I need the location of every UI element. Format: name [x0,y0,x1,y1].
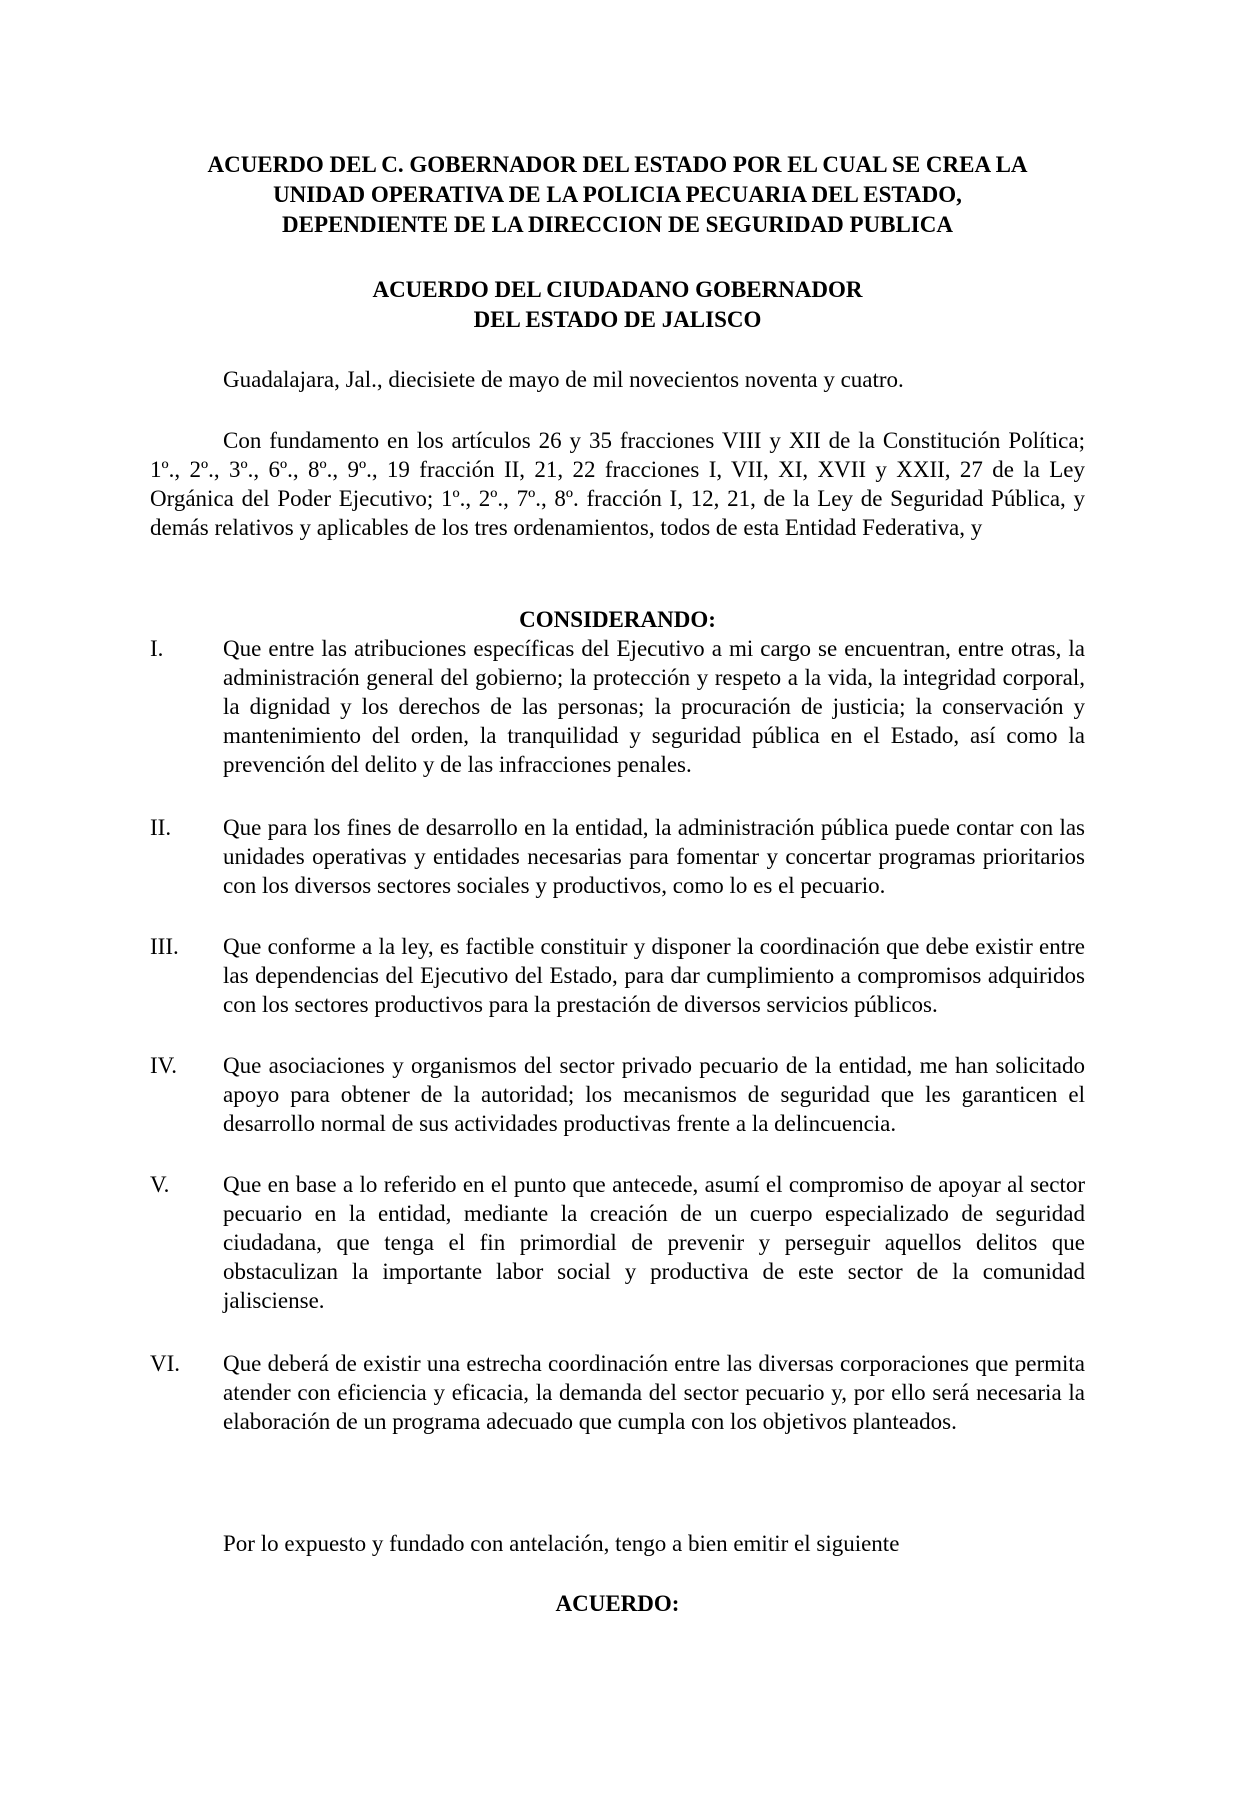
document-title [150,150,1085,240]
fundamento-paragraph: Con fundamento en los artículos 26 y 35 fracciones VIII y XII de la Constitución Política; 1º., 2º., 3º., 6º., 8º., 9º., 19 fracción II, 21, 22 fracciones I, VII, XI, XVII y XXII, 27 de la Ley Orgánica del Poder Ejecutivo; 1º., 2º., 7º., 8º. fracción I, 12, 21, de la Ley de Seguridad Pública, y demás relativos y aplicables de los tres ordenamientos, todos de esta Entidad Federativa, y [150,428,1085,540]
item-number: I. [150,636,164,661]
item-number: VI. [150,1351,181,1376]
subtitle-line-2: DEL ESTADO DE JALISCO [473,307,762,332]
title-line-2: UNIDAD OPERATIVA DE LA POLICIA PECUARIA DEL ESTADO, [273,182,962,207]
item-text: Que conforme a la ley, es factible constituir y disponer la coordinación que debe existir entre las dependencias del Ejecutivo del Estado, para dar cumplimiento a compromisos adquiridos con los sectores productivos para la prestación de diversos servicios públicos. [223,934,1085,1017]
closing-paragraph: Por lo expuesto y fundado con antelación, tengo a bien emitir el siguiente [223,1531,900,1556]
acuerdo-heading: ACUERDO: [555,1591,680,1616]
title-line-1: ACUERDO DEL C. GOBERNADOR DEL ESTADO POR EL CUAL SE CREA LA [207,152,1028,177]
item-number: V. [150,1172,170,1197]
item-text: Que en base a lo referido en el punto que antecede, asumí el compromiso de apoyar al sector pecuario en la entidad, mediante la creación de un cuerpo especializado de seguridad ciudadana, que tenga el fin primordial de prevenir y perseguir aquellos delitos que obstaculizan la importante labor social y productiva de este sector de la comunidad jalisciense. [223,1172,1085,1313]
subtitle-line-1: ACUERDO DEL CIUDADANO GOBERNADOR [372,277,863,302]
item-number: IV. [150,1053,178,1078]
title-line-3: DEPENDIENTE DE LA DIRECCION DE SEGURIDAD PUBLICA [282,212,953,237]
considerando-heading: CONSIDERANDO: [519,607,716,632]
item-text: Que asociaciones y organismos del sector privado pecuario de la entidad, me han solicitado apoyo para obtener de la autoridad; los mecanismos de seguridad que les garanticen el desarrollo normal de sus actividades productivas frente a la delincuencia. [223,1053,1085,1136]
place-date: Guadalajara, Jal., diecisiete de mayo de mil novecientos noventa y cuatro. [223,367,904,392]
item-text: Que entre las atribuciones específicas del Ejecutivo a mi cargo se encuentran, entre otras, la administración general del gobierno; la protección y respeto a la vida, la integridad corporal, la dignidad y los derechos de las personas; la procuración de justicia; la conservación y mantenimiento del orden, la tranquilidad y seguridad pública en el Estado, así como la prevención del delito y de las infracciones penales. [223,636,1085,777]
document-subtitle [150,275,1085,335]
item-number: III. [150,934,179,959]
item-number: II. [150,815,172,840]
item-text: Que deberá de existir una estrecha coordinación entre las diversas corporaciones que permita atender con eficiencia y eficacia, la demanda del sector pecuario y, por ello será necesaria la elaboración de un programa adecuado que cumpla con los objetivos planteados. [223,1351,1085,1434]
item-text: Que para los fines de desarrollo en la entidad, la administración pública puede contar con las unidades operativas y entidades necesarias para fomentar y concertar programas prioritarios con los diversos sectores sociales y productivos, como lo es el pecuario. [223,815,1085,898]
